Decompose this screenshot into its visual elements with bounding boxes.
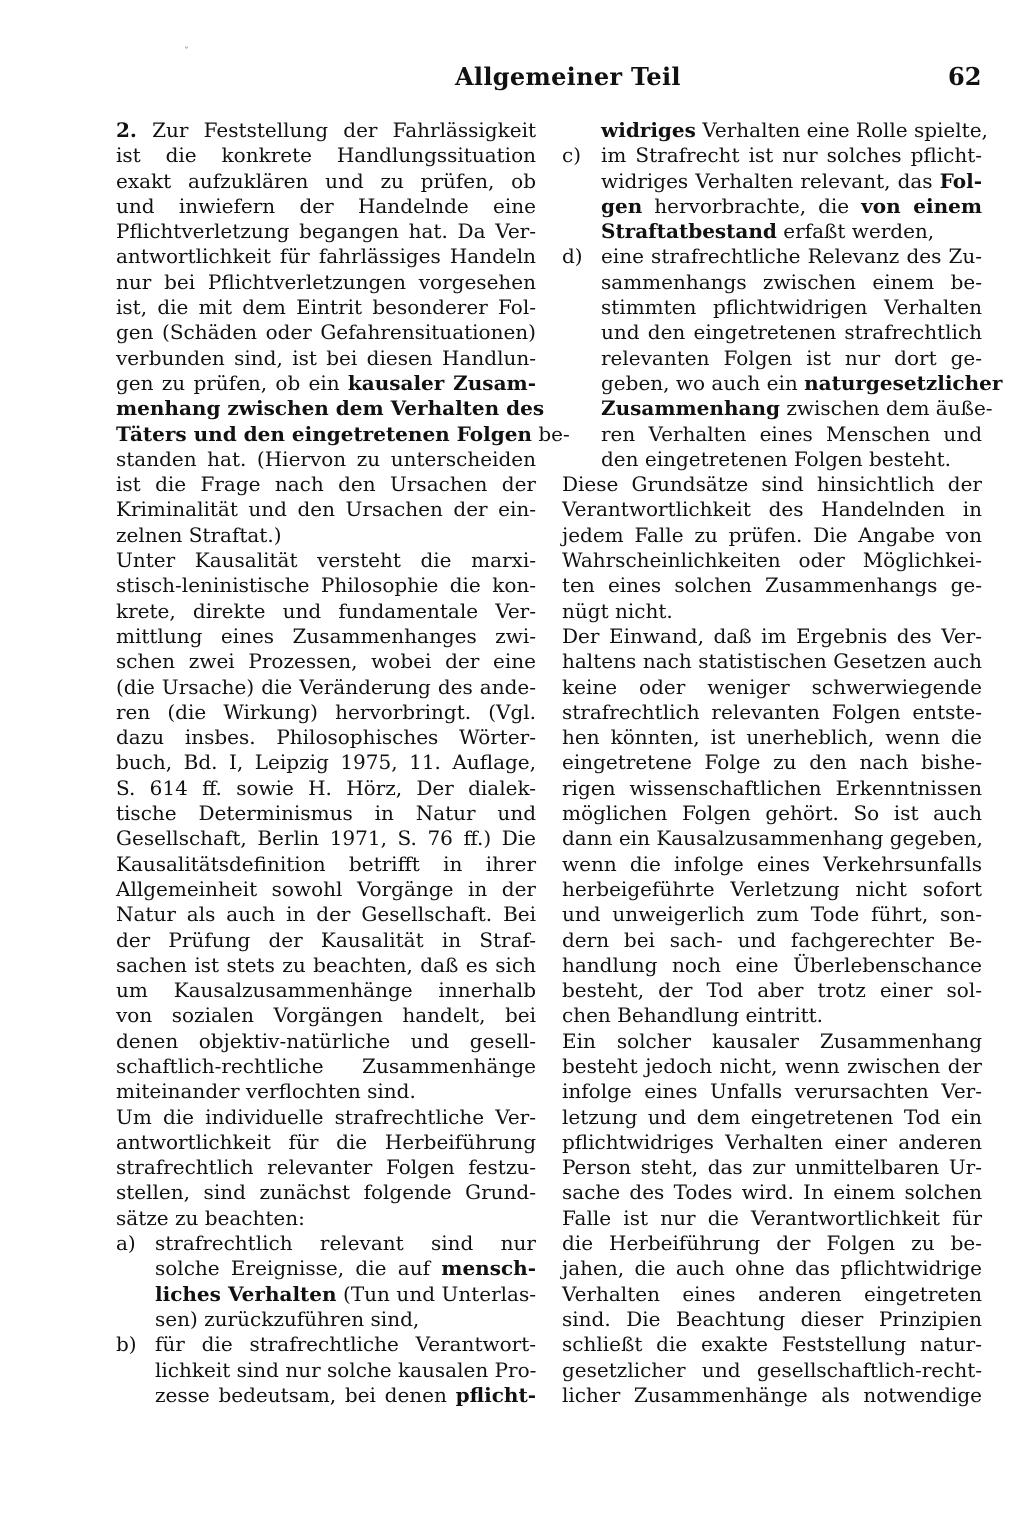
text-run: pflichtwidriges Verhalten einer anderen <box>562 1129 982 1154</box>
text-line <box>562 750 982 775</box>
text-run: hen könnten, ist unerheblich, wenn die <box>562 725 982 750</box>
text-line <box>562 422 982 447</box>
bold-text: Zusammenhang <box>601 396 780 421</box>
bold-text: kausaler Zusam- <box>347 370 536 395</box>
text-run: chen Behandlung eintritt. <box>562 1003 824 1028</box>
text-line <box>562 776 982 801</box>
text-run: und unweigerlich zum Tode führt, son- <box>562 902 982 927</box>
text-line <box>116 826 536 851</box>
text-line <box>116 573 536 598</box>
text-line <box>116 1307 536 1332</box>
text-line <box>116 194 536 219</box>
text-run: von sozialen Vorgängen handelt, bei <box>116 1003 536 1028</box>
bold-text: widriges <box>601 118 696 142</box>
text-line <box>116 877 536 902</box>
text-line <box>562 194 982 219</box>
text-run: wenn die infolge eines Verkehrsunfalls <box>562 851 982 876</box>
text-line <box>116 371 536 396</box>
text-line <box>562 1105 982 1130</box>
text-run: rigen wissenschaftlichen Erkenntnissen <box>562 775 982 800</box>
text-line <box>116 1079 536 1104</box>
text-run: infolge eines Unfalls verursachten Ver- <box>562 1079 982 1104</box>
text-run: solche Ereignisse, die auf <box>155 1256 442 1281</box>
text-line <box>562 1180 982 1205</box>
text-line <box>562 675 982 700</box>
text-line <box>562 320 982 345</box>
bold-text: gen <box>601 193 643 218</box>
text-run: Unter Kausalität versteht die marxi- <box>116 548 536 573</box>
text-run: sätze zu beachten: <box>116 1205 305 1230</box>
text-line <box>562 624 982 649</box>
text-line <box>116 346 536 371</box>
text-line <box>562 270 982 295</box>
text-line <box>116 320 536 345</box>
text-run: ten eines solchen Zusammenhangs ge- <box>562 573 982 598</box>
text-run: sind. Die Beachtung dieser Prinzipien <box>562 1306 982 1331</box>
text-line <box>116 1003 536 1028</box>
bold-text: Straftatbestand <box>601 219 777 244</box>
text-run: Um die individuelle strafrechtliche Ver- <box>116 1104 536 1129</box>
text-line <box>562 1003 982 1028</box>
text-line <box>562 143 982 168</box>
text-run: dern bei sach- und fachgerechter Be- <box>562 927 982 952</box>
text-run: stisch-leninistische Philosophie die kon- <box>116 573 536 598</box>
text-run: antwortlichkeit für fahrlässiges Handeln <box>116 244 536 269</box>
text-run: dazu insbes. Philosophisches Wörter- <box>116 725 536 750</box>
text-run: herbeigeführte Verletzung nicht sofort <box>562 876 982 901</box>
text-line <box>116 143 536 168</box>
text-line <box>116 1029 536 1054</box>
text-run: möglichen Folgen gehört. So ist auch <box>562 801 982 826</box>
text-line <box>116 649 536 674</box>
text-run: sen) zurückzuführen sind, <box>155 1306 420 1331</box>
bold-text: von einem <box>861 193 982 218</box>
text-run: keine oder weniger schwerwiegende <box>562 674 982 699</box>
text-run: haltens nach statistischen Gesetzen auch <box>562 649 982 674</box>
text-run: exakt aufzuklären und zu prüfen, ob <box>116 168 536 193</box>
text-line <box>562 1307 982 1332</box>
text-run: Ein solcher kausaler Zusammenhang <box>562 1028 982 1053</box>
text-line <box>116 1130 536 1155</box>
text-line <box>562 447 982 472</box>
text-run: Natur als auch in der Gesellschaft. Bei <box>116 902 536 927</box>
left-text-column <box>116 118 570 1408</box>
text-run: und inwiefern der Handelnde eine <box>116 193 536 218</box>
text-run: stimmten pflichtwidrigen Verhalten <box>601 295 982 320</box>
text-line <box>116 118 536 143</box>
text-run: antwortlichkeit für die Herbeiführung <box>116 1129 536 1154</box>
text-run: und den eingetretenen strafrechtlich <box>601 320 982 345</box>
text-line <box>562 649 982 674</box>
text-line <box>562 1256 982 1281</box>
text-line <box>562 1332 982 1357</box>
text-line <box>562 548 982 573</box>
text-run: gesetzlicher und gesellschaftlich-recht- <box>562 1357 982 1382</box>
text-line <box>116 852 536 877</box>
text-line <box>562 902 982 927</box>
bold-text: pflicht- <box>455 1382 536 1407</box>
text-run: Wahrscheinlichkeiten oder Möglichkei- <box>562 548 982 573</box>
text-run: Diese Grundsätze sind hinsichtlich der <box>562 472 982 497</box>
text-run: buch, Bd. I, Leipzig 1975, 11. Auflage, <box>116 750 536 775</box>
text-line <box>562 1079 982 1104</box>
text-run: stellen, sind zunächst folgende Grund- <box>116 1180 536 1205</box>
text-line <box>116 169 536 194</box>
text-line <box>116 472 536 497</box>
text-run: Kriminalität und den Ursachen der ein- <box>116 497 536 522</box>
text-run: lichkeit sind nur solche kausalen Pro- <box>155 1357 537 1382</box>
text-run: Zur Feststellung der Fahrlässigkeit <box>136 118 536 142</box>
text-line <box>562 978 982 1003</box>
text-line <box>116 675 536 700</box>
page-number: 62 <box>948 62 982 91</box>
text-line <box>116 978 536 1003</box>
text-run: Falle ist nur die Verantwortlichkeit für <box>562 1205 982 1230</box>
text-line <box>562 523 982 548</box>
text-run: eine strafrechtliche Relevanz des Zu- <box>601 244 982 269</box>
text-run: strafrechtlich relevanten Folgen entste- <box>562 699 982 724</box>
right-text-column <box>562 118 1003 1408</box>
text-run: schen zwei Prozessen, wobei der eine <box>116 649 536 674</box>
text-line <box>116 1256 536 1281</box>
text-run: Verhalten eine Rolle spielte, <box>695 118 988 142</box>
text-line <box>562 370 1003 396</box>
text-line <box>562 801 982 826</box>
text-line <box>562 700 982 725</box>
text-line <box>116 244 536 269</box>
text-line <box>116 624 536 649</box>
text-line <box>116 1054 536 1079</box>
text-line <box>562 877 982 902</box>
text-run: Person steht, das zur unmittelbaren Ur- <box>562 1155 982 1180</box>
text-line <box>562 295 982 320</box>
text-line <box>562 1130 982 1155</box>
scan-speck: ˇ <box>184 47 189 58</box>
list-marker: a) <box>116 1231 136 1256</box>
text-run: miteinander verflochten sind. <box>116 1079 416 1104</box>
text-run: tische Determinismus in Natur und <box>116 801 536 826</box>
text-line <box>562 725 982 750</box>
text-line <box>116 953 536 978</box>
text-run: (Tun und Unterlas- <box>336 1281 536 1306</box>
text-run: besteht jedoch nicht, wenn zwischen der <box>562 1053 982 1078</box>
text-run: be- <box>531 421 570 446</box>
text-line <box>116 928 536 953</box>
bold-text: 2. <box>116 118 137 142</box>
text-line <box>116 1358 536 1383</box>
text-line <box>562 244 982 269</box>
text-run: jedem Falle zu prüfen. Die Angabe von <box>562 522 982 547</box>
text-line <box>116 497 536 522</box>
text-line <box>116 295 536 320</box>
text-run: letzung und dem eingetretenen Tod ein <box>562 1104 982 1129</box>
text-line <box>562 169 982 194</box>
bold-text: Täters und den eingetretenen Folgen <box>116 421 532 446</box>
text-run: licher Zusammenhänge als notwendige <box>562 1382 982 1407</box>
text-run: relevanten Folgen ist nur dort ge- <box>601 345 982 370</box>
text-line <box>116 421 570 447</box>
text-line <box>116 725 536 750</box>
bold-text: naturgesetzlicher <box>804 370 1003 395</box>
text-line <box>116 801 536 826</box>
text-line <box>116 1180 536 1205</box>
text-line <box>562 396 993 421</box>
text-run: mittlung eines Zusammenhanges zwi- <box>116 623 536 648</box>
text-line <box>562 219 982 244</box>
text-line <box>116 548 536 573</box>
text-run: Gesellschaft, Berlin 1971, S. 76 ff.) Die <box>116 826 536 851</box>
text-line <box>562 1282 982 1307</box>
text-line <box>562 599 982 624</box>
text-line <box>116 700 536 725</box>
text-run: ist die konkrete Handlungssituation <box>116 143 536 168</box>
text-run: Allgemeinheit sowohl Vorgänge in der <box>116 876 536 901</box>
text-run: sachen ist stets zu beachten, daß es sich <box>116 952 536 977</box>
text-line <box>116 599 536 624</box>
text-line <box>116 1231 536 1256</box>
text-run: Pflichtverletzung begangen hat. Da Ver- <box>116 219 536 244</box>
text-run: nügt nicht. <box>562 598 673 623</box>
text-run: sache des Todes wird. In einem solchen <box>562 1180 982 1205</box>
text-run: ren Verhalten eines Menschen und <box>601 421 982 446</box>
text-line <box>116 270 536 295</box>
bold-text: mensch- <box>441 1256 536 1281</box>
text-line <box>562 346 982 371</box>
bold-text: Fol- <box>939 168 982 193</box>
text-line <box>562 1029 982 1054</box>
text-line <box>116 523 536 548</box>
text-run: schließt die exakte Feststellung natur- <box>562 1332 982 1357</box>
text-run: Kausalitätsdefinition betrifft in ihrer <box>116 851 536 876</box>
text-line <box>562 1155 982 1180</box>
text-line <box>116 1332 536 1357</box>
text-run: hervorbrachte, die <box>642 193 862 218</box>
text-line <box>116 219 536 244</box>
text-run: zelnen Straftat.) <box>116 522 282 547</box>
text-run: im Strafrecht ist nur solches pflicht- <box>601 143 982 168</box>
text-run: schaftlich-rechtliche Zusammenhänge <box>116 1053 536 1078</box>
text-run: zesse bedeutsam, bei denen <box>155 1382 456 1407</box>
text-line <box>562 852 982 877</box>
text-line <box>116 1105 536 1130</box>
text-run: ren (die Wirkung) hervorbringt. (Vgl. <box>116 699 536 724</box>
text-run: eingetretene Folge zu den nach bishe- <box>562 750 982 775</box>
text-line <box>562 1206 982 1231</box>
text-run: geben, wo auch ein <box>601 370 805 395</box>
text-line <box>562 1231 982 1256</box>
text-run: strafrechtlich relevant sind nur <box>155 1231 536 1256</box>
text-line <box>562 953 982 978</box>
text-run: ist die Frage nach den Ursachen der <box>116 472 536 497</box>
text-run: Verantwortlichkeit des Handelnden in <box>562 497 982 522</box>
text-line <box>116 750 536 775</box>
text-line <box>562 573 982 598</box>
text-run: nur bei Pflichtverletzungen vorgesehen <box>116 269 536 294</box>
text-line <box>116 1282 536 1307</box>
text-run: verbunden sind, ist bei diesen Handlun- <box>116 345 536 370</box>
text-run: denen objektiv-natürliche und gesell- <box>116 1028 536 1053</box>
text-run: um Kausalzusammenhänge innerhalb <box>116 978 536 1003</box>
list-marker: b) <box>116 1332 137 1357</box>
text-run: Verhalten eines anderen eingetreten <box>562 1281 982 1306</box>
text-line <box>116 1206 536 1231</box>
text-run: jahen, die auch ohne das pflichtwidrige <box>562 1256 982 1281</box>
text-run: strafrechtlich relevanter Folgen festzu- <box>116 1155 536 1180</box>
text-run: (die Ursache) die Veränderung des ande- <box>116 674 536 699</box>
text-line <box>562 472 982 497</box>
text-line <box>116 1383 536 1408</box>
text-run: gen zu prüfen, ob ein <box>116 370 348 395</box>
text-run: dann ein Kausalzusammenhang gegeben, <box>562 826 983 851</box>
text-line <box>562 1358 982 1383</box>
bold-text: liches Verhalten <box>155 1281 337 1306</box>
text-line <box>116 396 545 421</box>
text-run: besteht, der Tod aber trotz einer sol- <box>562 978 982 1003</box>
text-run: handlung noch eine Überlebenschance <box>562 952 982 977</box>
text-line <box>562 1383 982 1408</box>
text-line <box>116 902 536 927</box>
text-run: widriges Verhalten relevant, das <box>601 168 940 193</box>
list-marker: d) <box>562 244 583 269</box>
text-line <box>562 1054 982 1079</box>
text-run: erfaßt werden, <box>776 219 935 244</box>
text-run: für die strafrechtliche Verantwort- <box>155 1332 536 1357</box>
text-run: Der Einwand, daß im Ergebnis des Ver- <box>562 623 982 648</box>
text-run: sammenhangs zwischen einem be- <box>601 269 982 294</box>
text-run: S. 614 ff. sowie H. Hörz, Der dialek- <box>116 775 536 800</box>
text-line <box>116 447 536 472</box>
text-line <box>562 118 988 143</box>
text-run: der Prüfung der Kausalität in Straf- <box>116 927 536 952</box>
text-run: die Herbeiführung der Folgen zu be- <box>562 1231 982 1256</box>
text-run: standen hat. (Hiervon zu unterscheiden <box>116 446 536 471</box>
text-run: krete, direkte und fundamentale Ver- <box>116 598 536 623</box>
text-line <box>562 928 982 953</box>
text-run: ist, die mit dem Eintrit besonderer Fol- <box>116 295 536 320</box>
text-run: den eingetretenen Folgen besteht. <box>601 446 952 471</box>
running-header-title: Allgemeiner Teil <box>455 62 681 91</box>
text-run: gen (Schäden oder Gefahrensituationen) <box>116 320 536 345</box>
text-line <box>116 776 536 801</box>
text-line <box>116 1155 536 1180</box>
bold-text: menhang zwischen dem Verhalten des <box>116 396 545 421</box>
text-run: zwischen dem äuße- <box>779 396 993 421</box>
list-marker: c) <box>562 143 582 168</box>
text-line <box>562 826 982 851</box>
text-line <box>562 497 982 522</box>
